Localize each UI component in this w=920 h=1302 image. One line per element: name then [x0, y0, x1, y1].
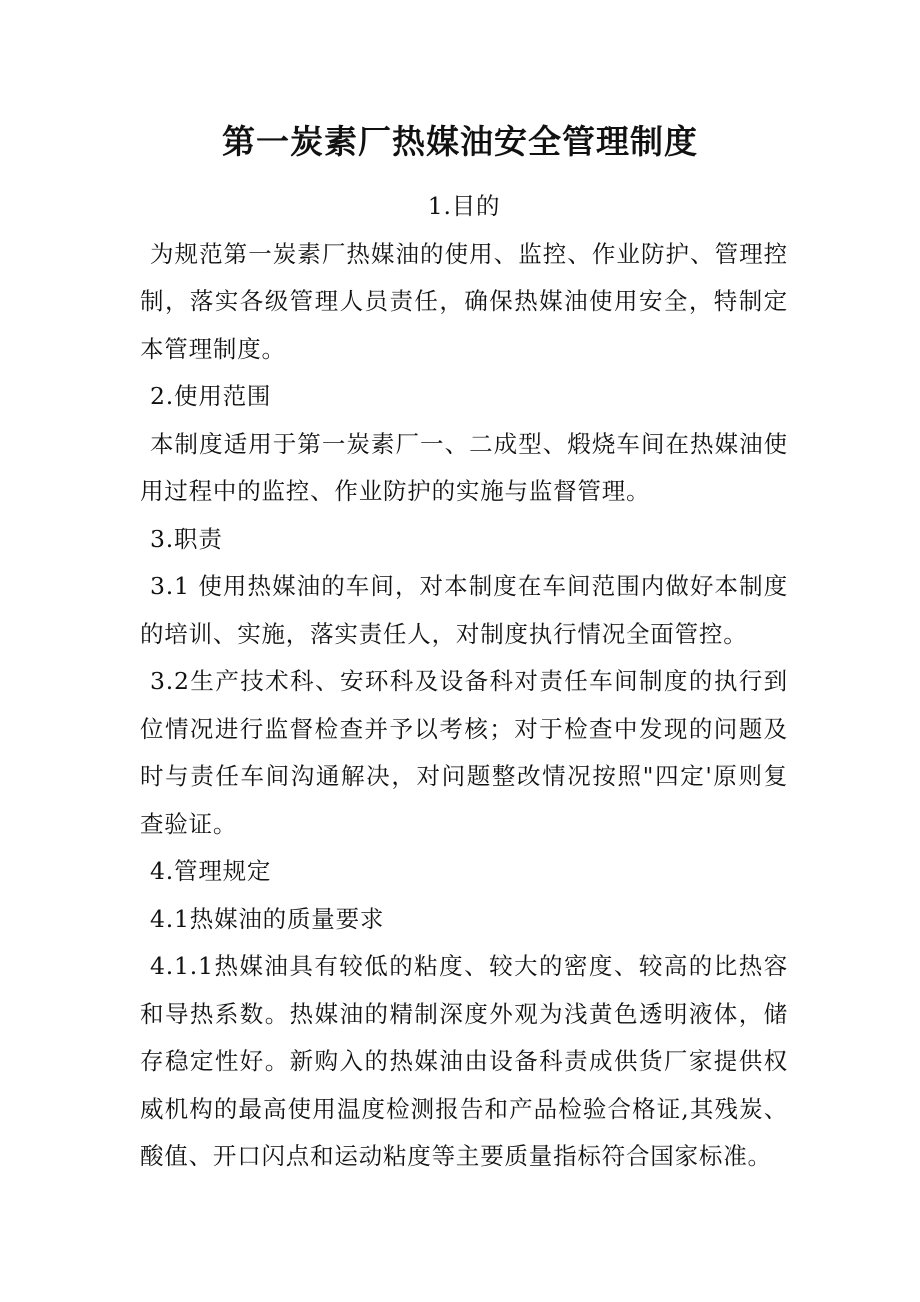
section-text-scope: 本制度适用于第一炭素厂一、二成型、煅烧车间在热媒油使用过程中的监控、作业防护的实施与监督管理。 [140, 429, 788, 505]
section-heading-purpose: 1.目的 [427, 192, 501, 220]
section-text-quality-4-1-1: 4.1.1热媒油具有较低的粘度、较大的密度、较高的比热容和导热系数。热媒油的精制深度外观为浅黄色透明液体，储存稳定性好。新购入的热媒油由设备科责成供货厂家提供权威机构的最高使用温度检测报告和产品检验合格证,其残炭、酸值、开口闪点和运动粘度等主要质量指标符合国家标准。 [140, 952, 788, 1170]
section-text-purpose: 为规范第一炭素厂热媒油的使用、监控、作业防护、管理控制，落实各级管理人员责任，确保热媒油使用安全，特制定本管理制度。 [140, 239, 788, 363]
section-heading-management: 4.管理规定 [150, 857, 272, 885]
subsection-heading-quality: 4.1热媒油的质量要求 [150, 904, 385, 933]
section-heading-scope: 2.使用范围 [150, 382, 272, 410]
section-heading-duties: 3.职责 [150, 524, 223, 553]
section-text-duty-3-2: 3.2生产技术科、安环科及设备科对责任车间制度的执行到位情况进行监督检查并予以考核；对于检查中发现的问题及时与责任车间沟通解决，对问题整改情况按照"四定'原则复查验证。 [140, 667, 788, 838]
document-body [140, 183, 788, 1181]
section-text-duty-3-1: 3.1 使用热媒油的车间，对本制度在车间范围内做好本制度的培训、实施，落实责任人，对制度执行情况全面管控。 [140, 572, 788, 648]
document-title: 第一炭素厂热媒油安全管理制度 [222, 122, 698, 161]
